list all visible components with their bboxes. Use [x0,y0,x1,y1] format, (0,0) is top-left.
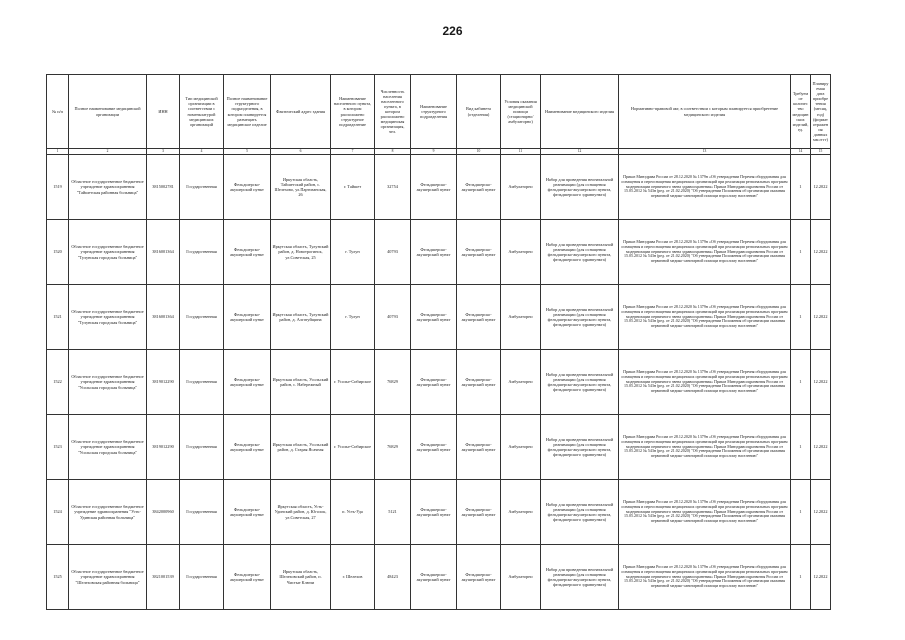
unit-name: Фельдшерско-акушерский пункт [224,155,271,220]
address: Иркутская область, Усть-Удинский район, д. Юголок, ул.Советская, 27 [271,480,331,545]
inn: 3819012290 [147,350,180,415]
legal-act: Приказ Минздрава России от 28.12.2020 № 1379н «Об утверждении Перечня оборудования для оснащения и переоснащения медицинских организаций при реализации региональных программ модернизации первичного звена здравоохранения» Приказ Минздравсоцразвития России от 15.05.2012 № 543н (ред. от 21.02.2020) "Об утверждении Положения об организации оказания первичной медико-санитарной помощи взрослому населению" [619,545,791,610]
row-number: 1525 [47,545,69,610]
table-row [47,545,831,610]
column-header: Полное наименование структурного подразделения, в котором планируется размещать медицинское изделие [224,75,271,149]
population: 76829 [375,415,411,480]
column-number: 8 [375,149,411,155]
device-name: Набор для проведения неонатальной реанимации (для оснащения фельдшерско-акушерского пункта, фельдшерского здравпункта) [541,285,619,350]
unit-name: Фельдшерско-акушерский пункт [224,220,271,285]
column-number: 14 [791,149,811,155]
quantity: 1 [791,155,811,220]
quantity: 1 [791,545,811,610]
device-name: Набор для проведения неонатальной реанимации (для оснащения фельдшерско-акушерского пункта, фельдшерского здравпункта) [541,545,619,610]
device-name: Набор для проведения неонатальной реанимации (для оснащения фельдшерско-акушерского пункта, фельдшерского здравпункта) [541,220,619,285]
locality: г. Тайшет [331,155,375,220]
cabinet-type: Фельдшерско-акушерский пункт [457,285,501,350]
column-number: 7 [331,149,375,155]
column-header: ИНН [147,75,180,149]
organization-type: Государственная [180,480,224,545]
address: Иркутская область, Тулунский район, д. Новотрогинск, ул.Советская, 25 [271,220,331,285]
inn: 3819012290 [147,415,180,480]
cabinet-type: Фельдшерско-акушерский пункт [457,155,501,220]
column-number: 5 [224,149,271,155]
column-number: 13 [619,149,791,155]
medical-equipment-table [46,74,831,610]
structural-unit: Фельдшерско-акушерский пункт [411,350,457,415]
table-row [47,285,831,350]
address: Иркутская область, Тулунский район, д. Алгатуйщина [271,285,331,350]
purchase-date: 12.2022 [811,415,831,480]
structural-unit: Фельдшерско-акушерский пункт [411,220,457,285]
column-number: 11 [501,149,541,155]
column-header: № п/п [47,75,69,149]
column-number: 1 [47,149,69,155]
structural-unit: Фельдшерско-акушерский пункт [411,285,457,350]
care-conditions: Амбулаторно [501,155,541,220]
device-name: Набор для проведения неонатальной реанимации (для оснащения фельдшерско-акушерского пункта, фельдшерского здравпункта) [541,350,619,415]
structural-unit: Фельдшерско-акушерский пункт [411,155,457,220]
column-number: 2 [69,149,147,155]
column-header: Полное наименование медицинской организации [69,75,147,149]
locality: г. Тулун [331,285,375,350]
population: 76829 [375,350,411,415]
table-row [47,415,831,480]
locality: г. Тулун [331,220,375,285]
column-header: Наименование населенного пункта, в котором расположено структурное подразделение [331,75,375,149]
column-header: Наименование медицинского изделия [541,75,619,149]
device-name: Набор для проведения неонатальной реанимации (для оснащения фельдшерско-акушерского пункта, фельдшерского здравпункта) [541,155,619,220]
header-row [47,75,831,149]
device-name: Набор для проведения неонатальной реанимации (для оснащения фельдшерско-акушерского пункта, фельдшерского здравпункта) [541,415,619,480]
organization-name: Областное государственное бюджетное учреждение здравоохранения "Усть-Удинская районная больница" [69,480,147,545]
organization-type: Государственная [180,220,224,285]
column-header: Тип медицинской организации в соответствии с номенклатурой медицинских организаций [180,75,224,149]
inn: 3816001364 [147,220,180,285]
population: 40793 [375,285,411,350]
organization-type: Государственная [180,155,224,220]
organization-name: Областное государственное бюджетное учреждение здравоохранения "Тулунская городская больница" [69,220,147,285]
table-row [47,480,831,545]
quantity: 1 [791,285,811,350]
structural-unit: Фельдшерско-акушерский пункт [411,415,457,480]
row-number: 1521 [47,285,69,350]
population: 5121 [375,480,411,545]
column-number: 3 [147,149,180,155]
column-header: Требуемое количество медицинских изделий, ед. [791,75,811,149]
cabinet-type: Фельдшерско-акушерский пункт [457,415,501,480]
legal-act: Приказ Минздрава России от 28.12.2020 № 1379н «Об утверждении Перечня оборудования для оснащения и переоснащения медицинских организаций при реализации региональных программ модернизации первичного звена здравоохранения» Приказ Минздравсоцразвития России от 15.05.2012 № 543н (ред. от 21.02.2020) "Об утверждении Положения об организации оказания первичной медико-санитарной помощи взрослому населению" [619,480,791,545]
unit-name: Фельдшерско-акушерский пункт [224,285,271,350]
organization-name: Областное государственное бюджетное учреждение здравоохранения "Тайшетская районная больница" [69,155,147,220]
structural-unit: Фельдшерско-акушерский пункт [411,545,457,610]
care-conditions: Амбулаторно [501,285,541,350]
locality: г. Шелехов [331,545,375,610]
locality: г. Усолье-Сибирское [331,350,375,415]
purchase-date: 12.2022 [811,285,831,350]
organization-type: Государственная [180,545,224,610]
population: 48423 [375,545,411,610]
column-header: Фактический адрес здания [271,75,331,149]
quantity: 1 [791,220,811,285]
locality: г. Усолье-Сибирское [331,415,375,480]
page-number: 226 [442,24,463,38]
address: Иркутская область, Тайшетский район, с. Шелехово, ул.Партизанская, 26 [271,155,331,220]
inn: 3816001364 [147,285,180,350]
column-number: 9 [411,149,457,155]
column-number: 10 [457,149,501,155]
row-number: 1522 [47,350,69,415]
cabinet-type: Фельдшерско-акушерский пункт [457,350,501,415]
care-conditions: Амбулаторно [501,545,541,610]
column-header: Наименование структурного подразделения [411,75,457,149]
organization-name: Областное государственное бюджетное учреждение здравоохранения "Тулунская городская больница" [69,285,147,350]
organization-name: Областное государственное бюджетное учреждение здравоохранения "Усольская городская больница" [69,350,147,415]
organization-name: Областное государственное бюджетное учреждение здравоохранения "Шелеховская районная больница" [69,545,147,610]
column-header: Численность населения населенного пункта, в котором расположено медицинская организация, чел. [375,75,411,149]
purchase-date: 12.2022 [811,480,831,545]
address: Иркутская область, Усольский район, с. Набережный [271,350,331,415]
population: 40793 [375,220,411,285]
organization-type: Государственная [180,285,224,350]
column-header: Нормативно-правовой акт, в соответствии с которым планируется приобретение медицинского изделия [619,75,791,149]
care-conditions: Амбулаторно [501,480,541,545]
unit-name: Фельдшерско-акушерский пункт [224,480,271,545]
organization-type: Государственная [180,350,224,415]
table-row [47,220,831,285]
population: 32754 [375,155,411,220]
purchase-date: 12.2022 [811,545,831,610]
care-conditions: Амбулаторно [501,220,541,285]
legal-act: Приказ Минздрава России от 28.12.2020 № 1379н «Об утверждении Перечня оборудования для оснащения и переоснащения медицинских организаций при реализации региональных программ модернизации первичного звена здравоохранения» Приказ Минздравсоцразвития России от 15.05.2012 № 543н (ред. от 21.02.2020) "Об утверждении Положения об организации оказания первичной медико-санитарной помощи взрослому населению" [619,350,791,415]
inn: 3821001539 [147,545,180,610]
row-number: 1523 [47,415,69,480]
row-number: 1519 [47,155,69,220]
table-row [47,350,831,415]
inn: 3842000960 [147,480,180,545]
column-header: Условия оказания медицинской помощи (стационарно/амбулаторно) [501,75,541,149]
table-row [47,155,831,220]
locality: п. Усть-Уда [331,480,375,545]
care-conditions: Амбулаторно [501,350,541,415]
column-number: 4 [180,149,224,155]
cabinet-type: Фельдшерско-акушерский пункт [457,480,501,545]
quantity: 1 [791,480,811,545]
column-header: Планируемая дата приобретения (месяц, год) (формат отражения данных мм.гггг) [811,75,831,149]
column-number: 12 [541,149,619,155]
cabinet-type: Фельдшерско-акушерский пункт [457,220,501,285]
legal-act: Приказ Минздрава России от 28.12.2020 № 1379н «Об утверждении Перечня оборудования для оснащения и переоснащения медицинских организаций при реализации региональных программ модернизации первичного звена здравоохранения» Приказ Минздравсоцразвития России от 15.05.2012 № 543н (ред. от 21.02.2020) "Об утверждении Положения об организации оказания первичной медико-санитарной помощи взрослому населению" [619,415,791,480]
address: Иркутская область, Усольский район, д. Старая Ясачная [271,415,331,480]
purchase-date: 12.2022 [811,155,831,220]
column-number: 6 [271,149,331,155]
device-name: Набор для проведения неонатальной реанимации (для оснащения фельдшерско-акушерского пункта, фельдшерского здравпункта) [541,480,619,545]
purchase-date: 12.2022 [811,220,831,285]
unit-name: Фельдшерско-акушерский пункт [224,545,271,610]
legal-act: Приказ Минздрава России от 28.12.2020 № 1379н «Об утверждении Перечня оборудования для оснащения и переоснащения медицинских организаций при реализации региональных программ модернизации первичного звена здравоохранения» Приказ Минздравсоцразвития России от 15.05.2012 № 543н (ред. от 21.02.2020) "Об утверждении Положения об организации оказания первичной медико-санитарной помощи взрослому населению" [619,155,791,220]
unit-name: Фельдшерско-акушерский пункт [224,415,271,480]
address: Иркутская область, Шелеховский район, п. Чистые Ключи [271,545,331,610]
organization-type: Государственная [180,415,224,480]
quantity: 1 [791,415,811,480]
inn: 3815002781 [147,155,180,220]
row-number: 1520 [47,220,69,285]
column-number: 15 [811,149,831,155]
organization-name: Областное государственное бюджетное учреждение здравоохранения "Усольская городская больница" [69,415,147,480]
row-number: 1524 [47,480,69,545]
column-header: Вид кабинета (отделения) [457,75,501,149]
structural-unit: Фельдшерско-акушерский пункт [411,480,457,545]
purchase-date: 12.2022 [811,350,831,415]
cabinet-type: Фельдшерско-акушерский пункт [457,545,501,610]
care-conditions: Амбулаторно [501,415,541,480]
legal-act: Приказ Минздрава России от 28.12.2020 № 1379н «Об утверждении Перечня оборудования для оснащения и переоснащения медицинских организаций при реализации региональных программ модернизации первичного звена здравоохранения» Приказ Минздравсоцразвития России от 15.05.2012 № 543н (ред. от 21.02.2020) "Об утверждении Положения об организации оказания первичной медико-санитарной помощи взрослому населению" [619,285,791,350]
legal-act: Приказ Минздрава России от 28.12.2020 № 1379н «Об утверждении Перечня оборудования для оснащения и переоснащения медицинских организаций при реализации региональных программ модернизации первичного звена здравоохранения» Приказ Минздравсоцразвития России от 15.05.2012 № 543н (ред. от 21.02.2020) "Об утверждении Положения об организации оказания первичной медико-санитарной помощи взрослому населению" [619,220,791,285]
unit-name: Фельдшерско-акушерский пункт [224,350,271,415]
quantity: 1 [791,350,811,415]
